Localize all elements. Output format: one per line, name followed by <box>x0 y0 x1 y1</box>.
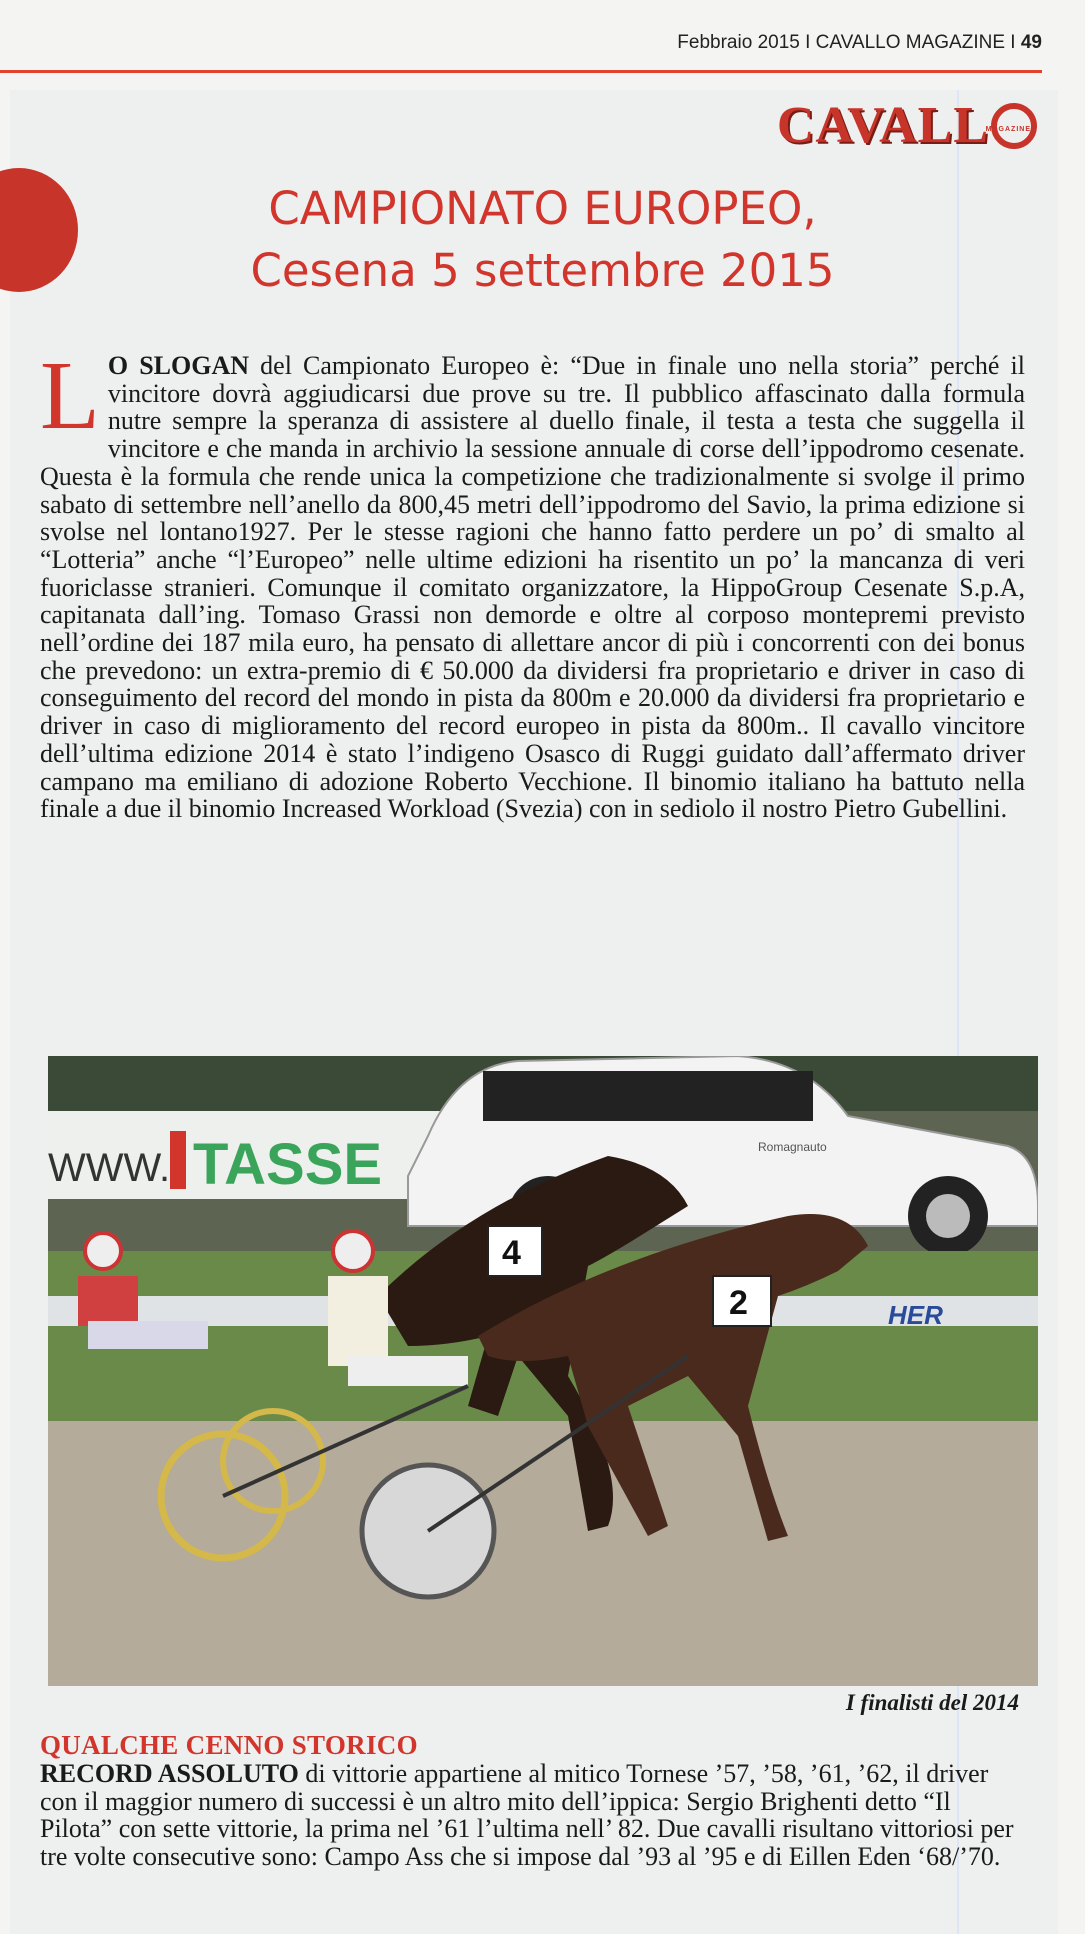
article-title-line-2: Cesena 5 settembre 2015 <box>250 244 835 297</box>
banner-brand: TASSE <box>193 1132 383 1197</box>
photo-caption: I finalisti del 2014 <box>845 1690 1019 1715</box>
article-lead: O SLOGAN <box>107 351 250 380</box>
car-brand: Romagnauto <box>758 1140 827 1154</box>
drop-cap: L <box>40 342 100 450</box>
header-rule <box>0 70 1042 73</box>
issue-info: Febbraio 2015 I CAVALLO MAGAZINE I <box>677 32 1016 53</box>
rail-text: HER <box>888 1300 943 1330</box>
bib-number-2: 2 <box>729 1284 748 1322</box>
history-body <box>40 1760 1025 1870</box>
banner-text: WWW. <box>48 1146 171 1190</box>
race-photo <box>48 1056 1038 1686</box>
history-text: di vittorie appartiene al mitico Tornese ’57, ’58, ’61, ’62, il driver con il maggior numero di successi è un altro mito dell’ippica: Sergio Brighenti detto “Il Pilota” con sette vittorie, la prima nel ’61 l’ultima nell’ 82. Due cavalli risultano vittoriosi per tre volte consecutive sono: Campo Ass che si impose dal ’93 al ’95 e di Eillen Eden ‘68/’70. <box>40 1759 1014 1871</box>
race-photo-illustration <box>48 1056 1038 1686</box>
logo-tagline: MAGAZINE <box>985 126 1031 133</box>
bib-number-4: 4 <box>502 1234 521 1272</box>
article-text: del Campionato Europeo è: “Due in finale uno nella storia” perché il vincitore dovrà aggiudicarsi due prove su tre. Il pubblico affascinato dalla formula nutre sempre la speranza di assistere al duello finale, il testa a testa che suggella il vincitore e che manda in archivio la sessione annuale di corse dell’ippodromo cesenate. Questa è la formula che rende unica la competizione che tradizionalmente si svolge il primo sabato di settembre nell’anello da 800,45 metri dell’ippodromo del Savio, la prima edizione si svolse nel lontano1927. Per le stesse ragioni che hanno fatto perdere un po’ di smalto al “Lotteria” anche “l’Europeo” nelle ultime edizioni ha risentito un po’ la mancanza di veri fuoriclasse stranieri. Comunque il comitato organizzatore, la HippoGroup Cesenate S.p.A, capitanata dall’ing. Tomaso Grassi non demorde e oltre al corposo montepremi previsto nell’ordine dei 187 mila euro, ha pensato di allettare ancor di più i concorrenti con dei bonus che prevedono: un extra-premio di € 50.000 da dividersi fra proprietario e driver in caso di conseguimento del record del mondo in pista da 800m e 20.000 da dividersi fra proprietario e driver in caso di miglioramento del record europeo in pista da 800m.. Il cavallo vincitore dell’ultima edizione 2014 è stato l’indigeno Osasco di Ruggi guidato dall’affermato driver campano ma emiliano di adozione Roberto Vecchione. Il binomio italiano ha battuto nella finale a due il binomio Increased Workload (Svezia) con in sediolo il nostro Pietro Gubellini. <box>40 351 1025 824</box>
history-lead: RECORD ASSOLUTO <box>40 1759 299 1788</box>
page-number: 49 <box>1020 32 1042 53</box>
magazine-logo: CAVALL MAGAZINE <box>777 96 1037 155</box>
page-header <box>0 32 1042 54</box>
article-body <box>40 342 1025 824</box>
article-title-line-1: CAMPIONATO EUROPEO, <box>268 182 817 235</box>
history-heading: QUALCHE CENNO STORICO <box>40 1730 418 1760</box>
